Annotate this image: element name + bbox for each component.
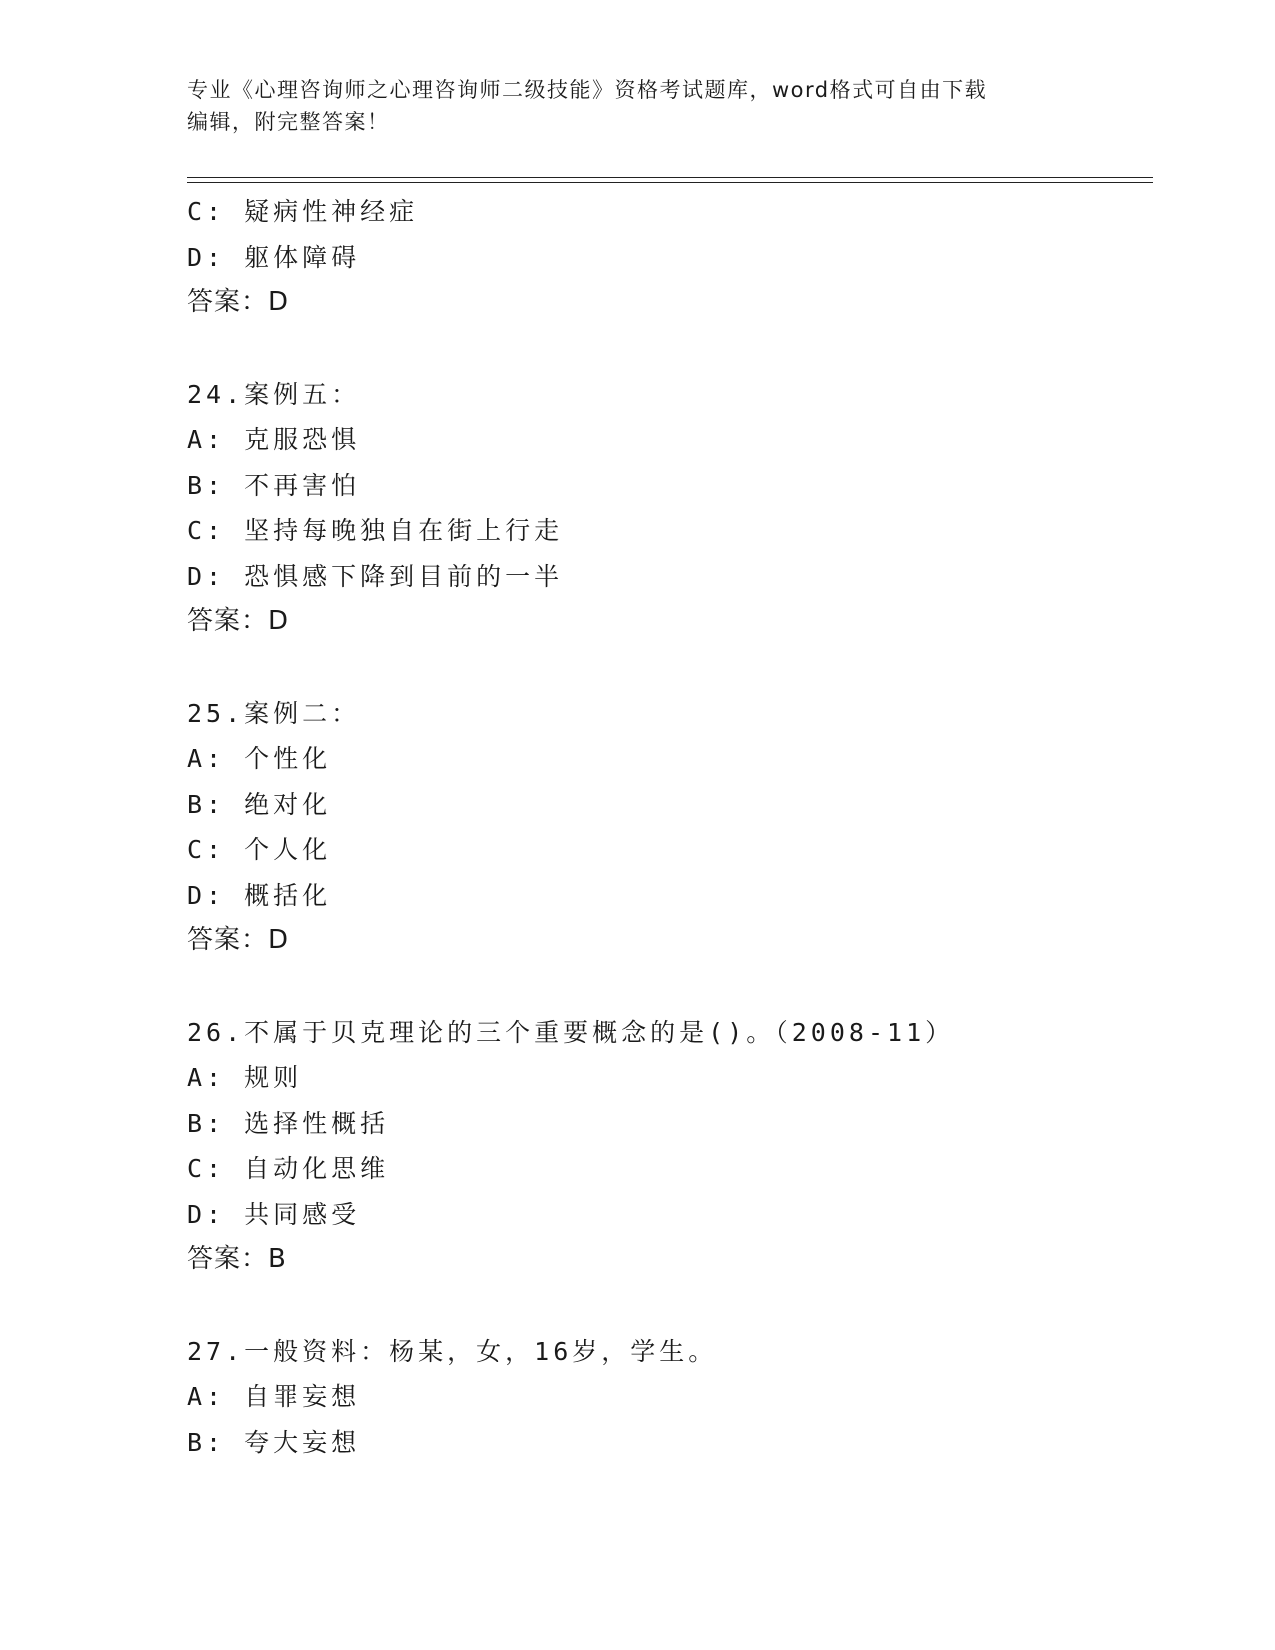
question-25	[187, 691, 1147, 964]
option-b: B: 不再害怕	[187, 470, 361, 500]
option-c: C: 坚持每晚独自在街上行走	[187, 516, 564, 545]
option-c: C: 自动化思维	[187, 1154, 390, 1183]
option-a: A: 自罪妄想	[187, 1382, 361, 1411]
question-title: 26.不属于贝克理论的三个重要概念的是()。（2008-11）	[187, 1017, 955, 1047]
question-list	[187, 189, 1147, 1465]
header-line-2: 编辑，附完整答案！	[187, 110, 390, 134]
header-line-1: 专业《心理咨询师之心理咨询师二级技能》资格考试题库，word格式可自由下载	[187, 78, 988, 102]
option-b: B: 选择性概括	[187, 1108, 390, 1138]
option-a: A: 个性化	[187, 744, 332, 773]
option-a: A: 规则	[187, 1063, 303, 1092]
document-header	[187, 74, 1087, 138]
option-c: C: 疑病性神经症	[187, 197, 419, 226]
question-title: 25.案例二：	[187, 698, 361, 728]
answer: 答案：D	[187, 606, 290, 636]
answer: 答案：D	[187, 287, 290, 317]
option-d: D: 躯体障碍	[187, 242, 361, 272]
answer: 答案：B	[187, 1244, 287, 1274]
question-27	[187, 1329, 1147, 1466]
option-a: A: 克服恐惧	[187, 425, 361, 454]
option-d: D: 概括化	[187, 880, 332, 910]
option-b: B: 夸大妄想	[187, 1427, 361, 1457]
option-b: B: 绝对化	[187, 789, 332, 819]
option-d: D: 共同感受	[187, 1199, 361, 1229]
question-title: 24.案例五：	[187, 379, 361, 409]
header-divider	[187, 177, 1153, 183]
option-c: C: 个人化	[187, 835, 332, 864]
question-fragment	[187, 189, 1147, 326]
option-d: D: 恐惧感下降到目前的一半	[187, 561, 564, 591]
answer: 答案：D	[187, 925, 290, 955]
question-26	[187, 1010, 1147, 1283]
question-title: 27.一般资料：杨某，女，16岁，学生。	[187, 1336, 718, 1366]
question-24	[187, 372, 1147, 645]
